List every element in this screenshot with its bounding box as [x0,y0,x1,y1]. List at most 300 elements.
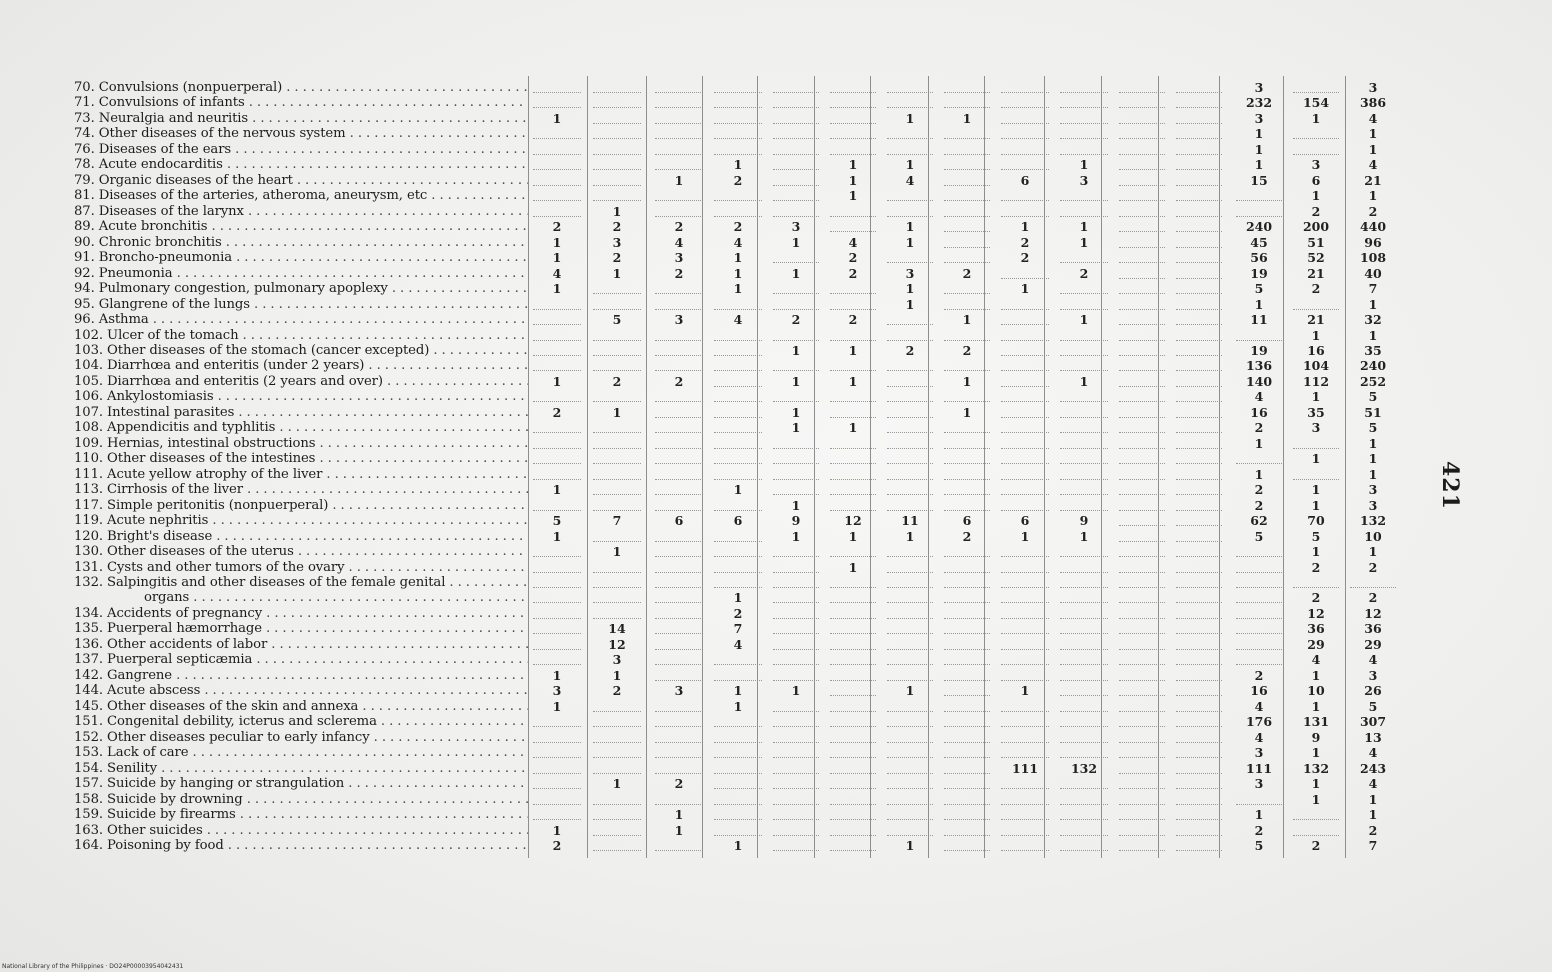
row-label: 111. Acute yellow atrophy of the liver . . . [74,467,529,482]
table-cell: 1 [612,544,622,560]
leader-dots [1293,819,1339,821]
table-cell: 1 [1254,296,1264,312]
table-cell: 16 [1250,683,1268,699]
leader-dots [714,510,762,512]
row-label: 79. Organic diseases of the heart . . . [74,173,529,188]
leader-dots [714,726,762,728]
leader-dots [887,680,933,682]
leader-dots [655,123,703,125]
leader-dots [593,494,641,496]
table-cell: 3 [1311,420,1321,436]
table-row [74,529,1434,544]
leader-dots [593,804,641,806]
table-row [74,590,1434,605]
table-cell: 5 [1368,698,1378,714]
leader-dots [773,169,819,171]
leader-dots [593,835,641,837]
table-cell: 1 [791,342,801,358]
leader-dots [593,169,641,171]
table-cell: 2 [612,219,622,235]
leader-dots [714,757,762,759]
leader-dots [773,788,819,790]
table-row [74,358,1434,373]
leader-dots [655,510,703,512]
table-cell: 21 [1307,312,1325,328]
leader-dots [773,92,819,94]
table-cell: 2 [733,172,743,188]
leader-dots [1001,494,1049,496]
column-rule [702,76,703,858]
row-label: organs . . . [74,590,529,605]
table-cell: 4 [1254,389,1264,405]
page-number: 421 [1437,461,1463,510]
leader-dots [887,494,933,496]
table-row [74,498,1434,513]
leader-dots [593,587,641,589]
leader-dots [593,92,641,94]
leader-dots [887,633,933,635]
table-row [74,637,1434,652]
table-cell: 2 [552,837,562,853]
leader-dots [1001,401,1049,403]
leader-dots [1001,324,1049,326]
leader-dots [773,463,819,465]
table-cell: 1 [612,203,622,219]
leader-dots [533,649,581,651]
row-label: 73. Neuralgia and neuritis . . . [74,111,529,126]
leader-dots [1176,680,1222,682]
leader-dots [887,324,933,326]
leader-dots [533,355,581,357]
leader-dots [593,432,641,434]
row-label: 96. Asthma . . . [74,312,529,327]
leader-dots [1236,556,1282,558]
table-cell: 252 [1359,373,1387,389]
column-rule [870,76,871,858]
leader-dots [1001,757,1049,759]
table-cell: 45 [1250,234,1268,250]
table-cell: 154 [1302,95,1330,111]
row-label: 87. Diseases of the larynx . . . [74,204,529,219]
leader-dots [593,200,641,202]
leader-dots [887,340,933,342]
table-cell: 1 [733,837,743,853]
leader-dots [714,819,762,821]
leader-dots [533,602,581,604]
leader-dots [773,819,819,821]
leader-dots [593,463,641,465]
table-cell: 4 [674,234,684,250]
table-cell: 62 [1250,513,1268,529]
leader-dots [1001,370,1049,372]
table-cell: 5 [1368,420,1378,436]
leader-dots [593,138,641,140]
table-cell: 2 [1020,250,1030,266]
table-cell: 2 [1020,234,1030,250]
leader-dots [593,541,641,543]
leader-dots [655,200,703,202]
leader-dots [887,463,933,465]
leader-dots [655,432,703,434]
leader-dots [1176,695,1222,697]
leader-dots [714,123,762,125]
leader-dots [1001,417,1049,419]
table-cell: 3 [1254,110,1264,126]
leader-dots [1001,711,1049,713]
table-cell: 1 [1368,466,1378,482]
leader-dots [887,788,933,790]
table-cell: 3 [905,265,915,281]
table-cell: 1 [1311,188,1321,204]
table-cell: 1 [848,420,858,436]
leader-dots [1176,154,1222,156]
table-cell: 1 [733,157,743,173]
table-row [74,823,1434,838]
leader-dots [655,355,703,357]
table-cell: 1 [905,281,915,297]
leader-dots [887,757,933,759]
leader-dots [714,432,762,434]
table-cell: 2 [612,373,622,389]
leader-dots [714,572,762,574]
row-label: 117. Simple peritonitis (nonpuerperal) . . . [74,498,529,513]
leader-dots [593,602,641,604]
table-cell: 2 [1254,667,1264,683]
table-cell: 2 [962,265,972,281]
table-cell: 35 [1364,342,1382,358]
leader-dots [655,587,703,589]
leader-dots [533,757,581,759]
row-label: 163. Other suicides . . . [74,823,529,838]
table-row [74,467,1434,482]
table-cell: 1 [848,528,858,544]
table-cell: 1 [552,250,562,266]
table-cell: 5 [1368,389,1378,405]
leader-dots [1176,649,1222,651]
leader-dots [1176,324,1222,326]
row-label: 71. Convulsions of infants . . . [74,95,529,110]
table-cell: 3 [1311,157,1321,173]
leader-dots [533,185,581,187]
table-row [74,374,1434,389]
leader-dots [1001,804,1049,806]
column-rule [646,76,647,858]
table-cell: 1 [905,528,915,544]
leader-dots [714,463,762,465]
table-cell: 1 [1079,373,1089,389]
leader-dots [773,309,819,311]
leader-dots [533,618,581,620]
row-label: 91. Broncho-pneumonia . . . [74,250,529,265]
row-label: 145. Other diseases of the skin and annexa . . . [74,699,529,714]
table-cell: 1 [791,404,801,420]
row-label: 134. Accidents of pregnancy . . . [74,606,529,621]
leader-dots [533,664,581,666]
table-cell: 2 [1368,590,1378,606]
leader-dots [1293,479,1339,481]
table-row [74,188,1434,203]
table-cell: 1 [1079,157,1089,173]
row-label: 107. Intestinal parasites . . . [74,405,529,420]
table-row [74,312,1434,327]
leader-dots [1001,448,1049,450]
leader-dots [533,169,581,171]
leader-dots [1176,711,1222,713]
leader-dots [1176,602,1222,604]
table-row [74,436,1434,451]
table-cell: 3 [612,652,622,668]
leader-dots [887,386,933,388]
table-cell: 176 [1245,714,1273,730]
row-label: 81. Diseases of the arteries, atheroma, aneurysm, etc . . . [74,188,529,203]
table-cell: 2 [1254,482,1264,498]
leader-dots [1236,618,1282,620]
table-cell: 1 [791,373,801,389]
table-cell: 1 [612,776,622,792]
leader-dots [773,773,819,775]
table-cell: 2 [1311,559,1321,575]
row-label: 144. Acute abscess . . . [74,683,529,698]
leader-dots [1176,138,1222,140]
leader-dots [714,154,762,156]
table-cell: 232 [1245,95,1273,111]
table-cell: 3 [674,683,684,699]
column-rule [814,76,815,858]
table-cell: 2 [552,219,562,235]
table-cell: 2 [848,312,858,328]
leader-dots [887,448,933,450]
table-cell: 1 [848,188,858,204]
leader-dots [1001,649,1049,651]
row-label: 119. Acute nephritis . . . [74,513,529,528]
leader-dots [1293,154,1339,156]
table-cell: 1 [1311,791,1321,807]
leader-dots [655,138,703,140]
leader-dots [887,556,933,558]
table-cell: 19 [1250,342,1268,358]
table-cell: 36 [1307,621,1325,637]
table-cell: 2 [1254,497,1264,513]
leader-dots [1001,340,1049,342]
table-row [74,266,1434,281]
leader-dots [533,107,581,109]
row-label: 102. Ulcer of the tomach . . . [74,328,529,343]
table-cell: 1 [612,404,622,420]
table-cell: 2 [1368,559,1378,575]
leader-dots [773,216,819,218]
leader-dots [1176,123,1222,125]
table-cell: 11 [1250,312,1268,328]
leader-dots [714,587,762,589]
leader-dots [593,572,641,574]
table-cell: 1 [1311,745,1321,761]
row-label: 130. Other diseases of the uterus . . . [74,544,529,559]
leader-dots [655,494,703,496]
row-label: 136. Other accidents of labor . . . [74,637,529,652]
table-cell: 140 [1245,373,1273,389]
leader-dots [655,463,703,465]
table-cell: 1 [733,482,743,498]
table-cell: 1 [791,265,801,281]
mortality-table [74,80,1434,853]
table-cell: 1 [552,110,562,126]
table-cell: 13 [1364,729,1382,745]
leader-dots [773,757,819,759]
table-row [74,173,1434,188]
leader-dots [593,726,641,728]
row-label: 105. Diarrhœa and enteritis (2 years and over) . . . [74,374,529,389]
leader-dots [1001,309,1049,311]
leader-dots [773,742,819,744]
leader-dots [1176,618,1222,620]
row-label: 154. Senility . . . [74,761,529,776]
leader-dots [655,448,703,450]
table-cell: 1 [1079,219,1089,235]
table-cell: 1 [962,404,972,420]
leader-dots [1001,200,1049,202]
leader-dots [773,664,819,666]
table-row [74,420,1434,435]
leader-dots [1236,216,1282,218]
leader-dots [1001,680,1049,682]
table-cell: 29 [1364,636,1382,652]
leader-dots [1001,819,1049,821]
table-cell: 2 [1368,822,1378,838]
row-label: 108. Appendicitis and typhlitis . . . [74,420,529,435]
table-row [74,792,1434,807]
table-cell: 6 [674,513,684,529]
table-cell: 1 [1020,528,1030,544]
leader-dots [1236,463,1282,465]
table-cell: 240 [1359,358,1387,374]
table-row [74,126,1434,141]
leader-dots [1001,123,1049,125]
table-cell: 1 [733,265,743,281]
table-cell: 7 [1368,281,1378,297]
leader-dots [533,804,581,806]
table-row [74,80,1434,95]
table-cell: 7 [1368,837,1378,853]
table-cell: 243 [1359,760,1387,776]
leader-dots [1001,510,1049,512]
leader-dots [593,355,641,357]
leader-dots [1176,386,1222,388]
table-cell: 1 [848,342,858,358]
table-cell: 12 [844,513,862,529]
column-rule [757,76,758,858]
table-row [74,560,1434,575]
table-cell: 3 [1368,667,1378,683]
leader-dots [887,200,933,202]
table-cell: 12 [1364,605,1382,621]
leader-dots [1001,664,1049,666]
leader-dots [1176,835,1222,837]
leader-dots [773,835,819,837]
row-label: 95. Glangrene of the lungs . . . [74,297,529,312]
table-cell: 19 [1250,265,1268,281]
table-cell: 2 [674,265,684,281]
leader-dots [655,633,703,635]
table-cell: 3 [674,312,684,328]
leader-dots [1176,572,1222,574]
table-cell: 1 [1368,791,1378,807]
leader-dots [887,417,933,419]
table-cell: 4 [733,312,743,328]
leader-dots [655,417,703,419]
table-cell: 2 [1311,203,1321,219]
leader-dots [887,773,933,775]
row-label: 110. Other diseases of the intestines . . . [74,451,529,466]
table-row [74,235,1434,250]
leader-dots [533,463,581,465]
leader-dots [533,432,581,434]
leader-dots [714,664,762,666]
leader-dots [533,340,581,342]
leader-dots [1001,278,1049,280]
leader-dots [1176,432,1222,434]
table-cell: 4 [552,265,562,281]
leader-dots [1176,757,1222,759]
leader-dots [1350,587,1396,589]
leader-dots [1001,386,1049,388]
table-cell: 4 [1368,110,1378,126]
table-cell: 1 [1254,466,1264,482]
table-cell: 3 [1254,745,1264,761]
leader-dots [773,618,819,620]
leader-dots [773,726,819,728]
leader-dots [1001,463,1049,465]
leader-dots [714,479,762,481]
leader-dots [714,541,762,543]
row-label: 113. Cirrhosis of the liver . . . [74,482,529,497]
leader-dots [1176,587,1222,589]
table-cell: 4 [905,172,915,188]
leader-dots [1001,92,1049,94]
leader-dots [655,726,703,728]
table-cell: 1 [1020,281,1030,297]
table-cell: 2 [1311,281,1321,297]
table-cell: 2 [791,312,801,328]
table-cell: 35 [1307,404,1325,420]
table-row [74,297,1434,312]
table-cell: 2 [1368,203,1378,219]
table-row [74,343,1434,358]
leader-dots [593,757,641,759]
leader-dots [655,664,703,666]
leader-dots [533,324,581,326]
table-cell: 1 [552,281,562,297]
table-cell: 2 [612,683,622,699]
leader-dots [1176,664,1222,666]
leader-dots [1293,587,1339,589]
leader-dots [773,370,819,372]
table-cell: 1 [848,559,858,575]
leader-dots [773,556,819,558]
table-row [74,157,1434,172]
leader-dots [533,587,581,589]
row-label: 152. Other diseases peculiar to early infancy . . . [74,730,529,745]
leader-dots [773,154,819,156]
column-rule [1283,76,1284,858]
leader-dots [655,556,703,558]
leader-dots [1176,788,1222,790]
table-cell: 1 [552,234,562,250]
leader-dots [887,92,933,94]
row-label: 153. Lack of care . . . [74,745,529,760]
leader-dots [655,850,703,852]
table-cell: 51 [1307,234,1325,250]
leader-dots [1001,587,1049,589]
